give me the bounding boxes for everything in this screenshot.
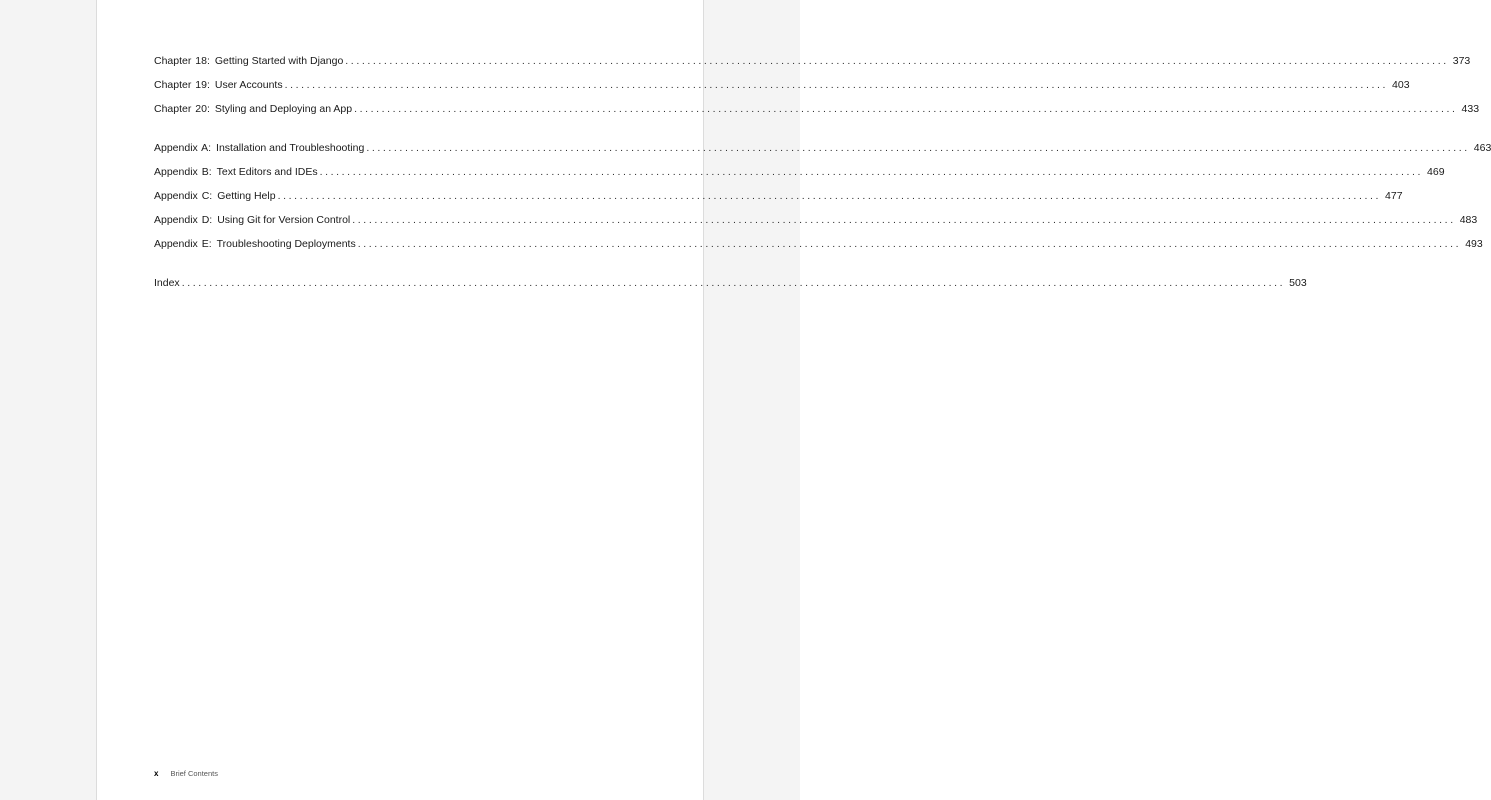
- entry-number: Appendix C:: [154, 190, 213, 202]
- entry-title: Text Editors and IDEs: [216, 166, 318, 178]
- toc-entry-chapter-19: [154, 78, 1410, 102]
- entry-page-number: 433: [1461, 103, 1480, 115]
- entry-title: Index: [154, 277, 180, 289]
- entry-title: Installation and Troubleshooting: [216, 142, 365, 154]
- index-list: [154, 276, 1307, 300]
- dot-leader: ........................................................................................................................................................................................................: [181, 277, 1286, 289]
- toc-entry-appendix-e: [154, 237, 1483, 261]
- page-number: x: [154, 769, 159, 778]
- dot-leader: ........................................................................................................................................................................................................: [366, 142, 1470, 154]
- entry-page-number: 373: [1452, 55, 1471, 67]
- entry-number: Chapter 18:: [154, 55, 210, 67]
- entry-number: Chapter 19:: [154, 79, 210, 91]
- entry-title: Troubleshooting Deployments: [216, 238, 356, 250]
- toc-entry-appendix-b: [154, 165, 1445, 189]
- entry-title: Getting Started with Django: [214, 55, 344, 67]
- entry-number: Appendix E:: [154, 238, 212, 250]
- toc-entry-index: [154, 276, 1307, 300]
- entry-title: Using Git for Version Control: [217, 214, 351, 226]
- toc-entry-appendix-c: [154, 189, 1403, 213]
- entry-number: Appendix B:: [154, 166, 212, 178]
- entry-title: User Accounts: [214, 79, 283, 91]
- viewer-background-left: [0, 0, 96, 800]
- dot-leader: ........................................................................................................................................................................................................: [277, 190, 1382, 202]
- toc-entry-chapter-18: [154, 54, 1471, 78]
- entry-page-number: 477: [1385, 190, 1403, 202]
- table-of-contents: [154, 54, 1491, 300]
- dot-leader: ........................................................................................................................................................................................................: [352, 214, 1456, 226]
- entry-page-number: 483: [1459, 214, 1478, 226]
- entry-page-number: 493: [1465, 238, 1483, 250]
- dot-leader: ........................................................................................................................................................................................................: [345, 55, 1449, 67]
- book-page: [96, 0, 1491, 800]
- dot-leader: ........................................................................................................................................................................................................: [354, 103, 1458, 115]
- entry-page-number: 463: [1473, 142, 1491, 154]
- entry-page-number: 503: [1289, 277, 1307, 289]
- dot-leader: ........................................................................................................................................................................................................: [357, 238, 1462, 250]
- entry-page-number: 469: [1427, 166, 1445, 178]
- viewer-background-right: [704, 0, 800, 800]
- entry-number: Appendix D:: [154, 214, 213, 226]
- dot-leader: ........................................................................................................................................................................................................: [319, 166, 1424, 178]
- dot-leader: ........................................................................................................................................................................................................: [284, 79, 1389, 91]
- chapter-list: [154, 54, 1480, 126]
- entry-title: Styling and Deploying an App: [214, 103, 353, 115]
- toc-entry-chapter-20: [154, 102, 1480, 126]
- entry-number: Chapter 20:: [154, 103, 210, 115]
- page-footer: [154, 769, 218, 778]
- appendix-list: [154, 141, 1491, 261]
- entry-title: Getting Help: [217, 190, 276, 202]
- entry-page-number: 403: [1392, 79, 1410, 91]
- toc-entry-appendix-d: [154, 213, 1478, 237]
- entry-number: Appendix A:: [154, 142, 212, 154]
- running-head: Brief Contents: [170, 769, 218, 778]
- toc-entry-appendix-a: [154, 141, 1491, 165]
